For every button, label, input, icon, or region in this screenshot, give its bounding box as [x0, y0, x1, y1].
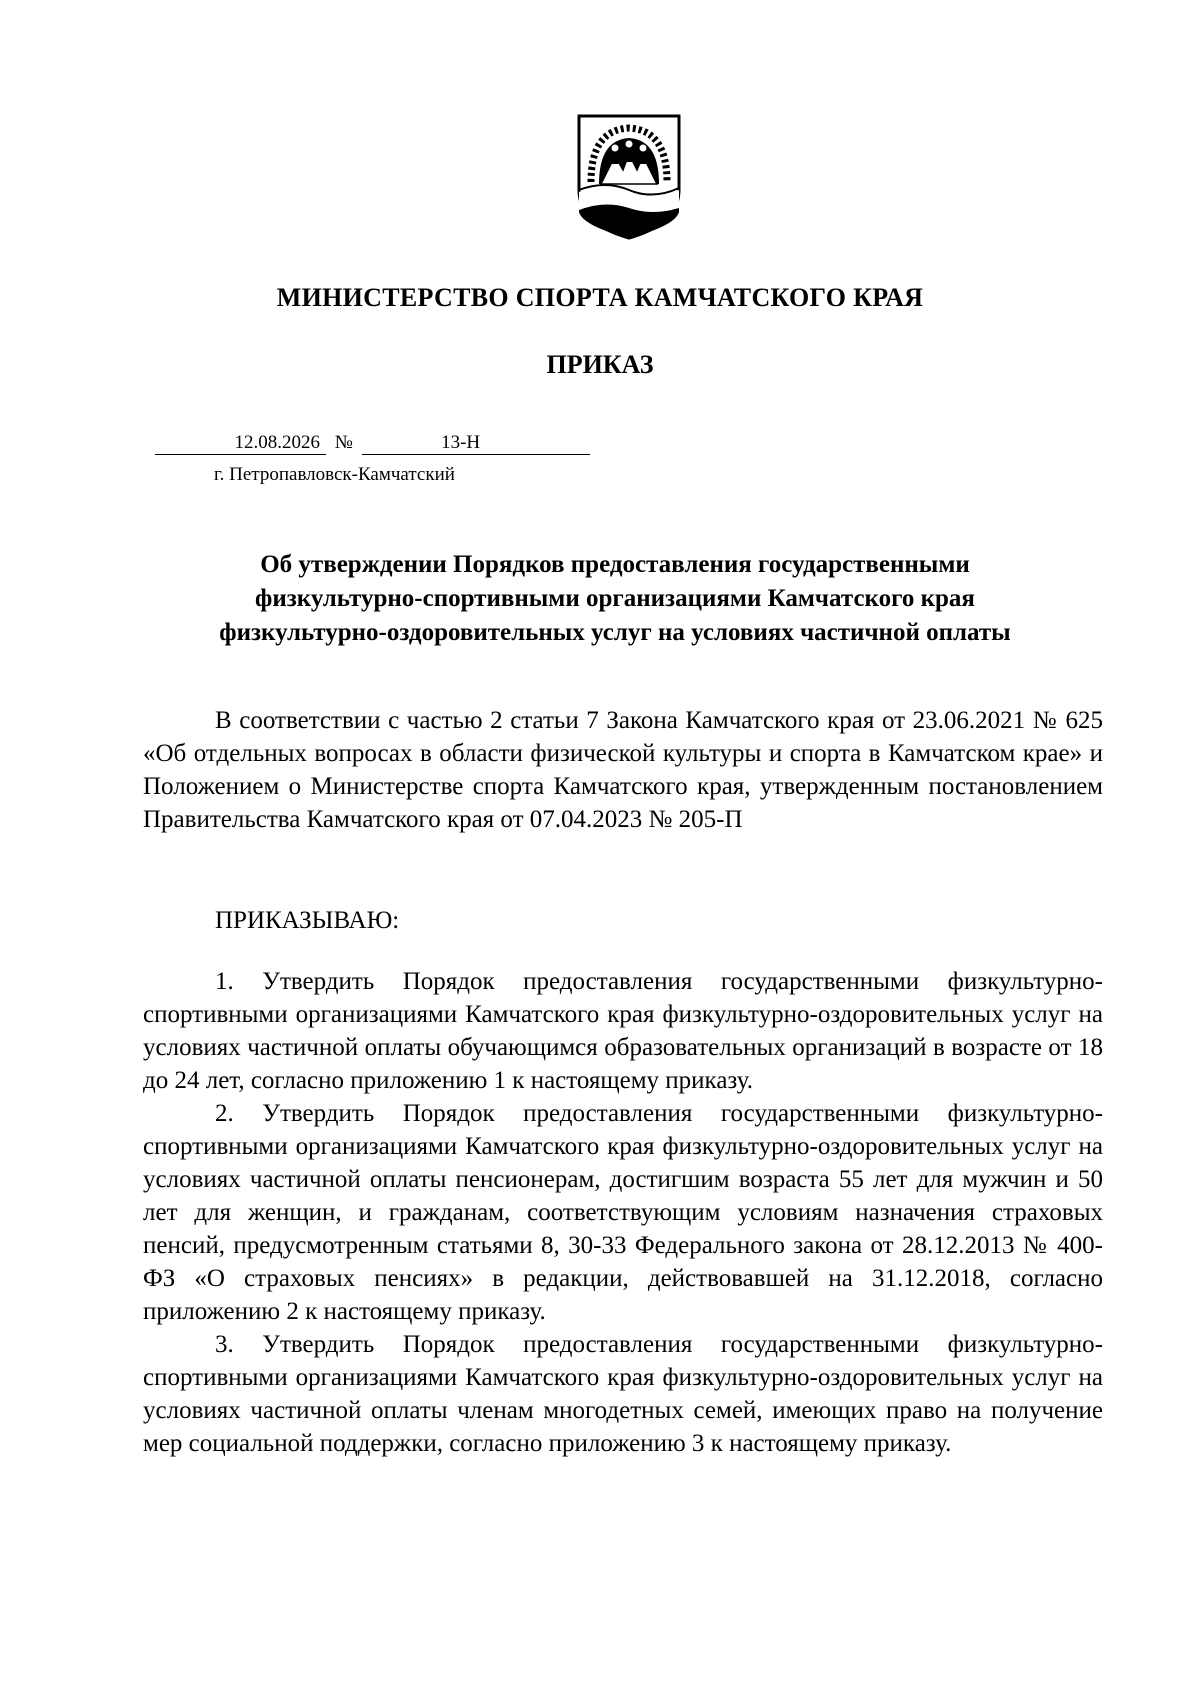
preamble-paragraph: В соответствии с частью 2 статьи 7 Закона Камчатского края от 23.06.2021 № 625 «Об отдельных вопросах в области физической культуры и спорта в Камчатском крае» и Положением о Министерстве спорта Камчатского края, утвержденным постановлением Правительства Камчатского края от 07.04.2023 № 205-П — [143, 707, 1103, 833]
coat-of-arms-icon — [575, 112, 683, 242]
registration-line — [155, 432, 590, 455]
city: г. Петропавловск-Камчатский — [214, 464, 455, 485]
document-type: ПРИКАЗ — [546, 350, 654, 379]
order-item: 2. Утвердить Порядок предоставления государственными физкультурно-спортивными организациями Камчатского края физкультурно-оздоровительных услуг на условиях частичной оплаты пенсионерам, достигшим возраста 55 лет для мужчин и 50 лет для женщин, и гражданам, соответствующим условиям назначения страховых пенсий, предусмотренным статьями 8, 30-33 Федерального закона от 28.12.2013 № 400-ФЗ «О страховых пенсиях» в редакции, действовавшей на 31.12.2018, согласно приложению 2 к настоящему приказу. — [143, 1100, 1103, 1325]
order-number: 13-Н — [362, 432, 590, 455]
order-date: 12.08.2026 — [155, 432, 326, 455]
subject-line: физкультурно-спортивными организациями Камчатского края — [255, 585, 975, 612]
subject-line: Об утверждении Порядков предоставления государственными — [260, 551, 970, 578]
order-subject — [150, 548, 1080, 650]
subject-line: физкультурно-оздоровительных услуг на условиях частичной оплаты — [219, 619, 1011, 646]
order-items — [143, 965, 1103, 1460]
number-sign: № — [334, 432, 353, 453]
order-word: ПРИКАЗЫВАЮ: — [215, 907, 400, 934]
ministry-name: МИНИСТЕРСТВО СПОРТА КАМЧАТСКОГО КРАЯ — [276, 283, 924, 312]
order-item: 1. Утвердить Порядок предоставления государственными физкультурно-спортивными организациями Камчатского края физкультурно-оздоровительных услуг на условиях частичной оплаты обучающимся образовательных организаций в возрасте от 18 до 24 лет, согласно приложению 1 к настоящему приказу. — [143, 968, 1103, 1094]
order-item: 3. Утвердить Порядок предоставления государственными физкультурно-спортивными организациями Камчатского края физкультурно-оздоровительных услуг на условиях частичной оплаты членам многодетных семей, имеющих право на получение мер социальной поддержки, согласно приложению 3 к настоящему приказу. — [143, 1331, 1103, 1457]
